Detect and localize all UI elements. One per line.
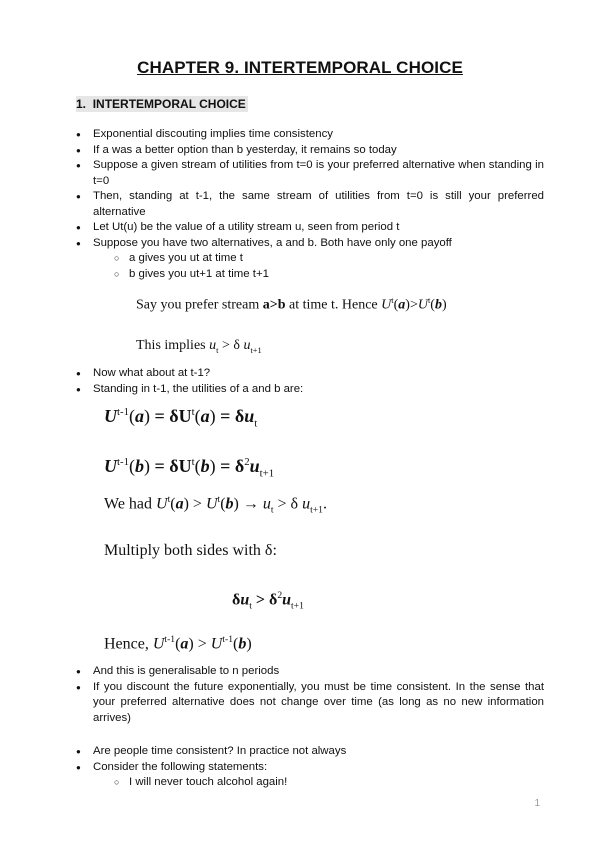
preference-statement: Say you prefer stream a>b at time t. Hence $U^t(a)>U^t(b)$: [136, 296, 447, 313]
list-item: ● Let Ut(u) be the value of a utility stream u, seen from period t: [76, 220, 544, 236]
section-number: 1.: [76, 97, 87, 111]
list-item: ● Standing in t-1, the utilities of a and b are:: [76, 382, 544, 398]
list-item: ● If you discount the future exponentially, you must be time consistent. In the sense that your preferred alternative does not change over time (as long as no new information arrives): [76, 680, 544, 727]
equation-a: $U^{t-1}(a) = \delta U^t(a) = \delta u_t$: [104, 406, 258, 430]
we-had-statement: We had $U^t(a) > U^t(b) \to u_t > \delta$ $u_{t+1}$.: [104, 494, 327, 516]
list-item: ● Now what about at t-1?: [76, 366, 544, 382]
list-item: ● And this is generalisable to n periods: [76, 664, 544, 680]
page-number: 1: [534, 798, 540, 809]
list-item: ● Exponential discouting implies time consistency: [76, 127, 544, 143]
sub-list-item: ○ b gives you ut+1 at time t+1: [76, 267, 544, 283]
bullet-list-d: [76, 744, 544, 791]
list-item: ● Suppose a given stream of utilities from t=0 is your preferred alternative when standing in t=0: [76, 158, 544, 189]
list-item: ● Then, standing at t-1, the same stream of utilities from t=0 is still your preferred alternative: [76, 189, 544, 220]
section-title: INTERTEMPORAL CHOICE: [92, 97, 246, 111]
bullet-list-c: [76, 664, 544, 726]
sub-list-item: ○ a gives you ut at time t: [76, 251, 544, 267]
sub-list-item: ○ I will never touch alcohol again!: [76, 775, 544, 791]
bullet-list-b: [76, 366, 544, 397]
bullet-list-a: [76, 127, 544, 282]
equation-b: $U^{t-1}(b) = \delta U^t(b) = \delta^2u_{t+1}$: [104, 456, 275, 480]
multiply-statement: Multiply both sides with δ:: [104, 542, 277, 559]
list-item: ● Are people time consistent? In practice not always: [76, 744, 544, 760]
implication-statement: This implies $u_t > \delta$ $u_{t+1}$: [136, 338, 262, 355]
delta-inequality: $\delta u_t > \delta^2u_{t+1}$: [232, 590, 304, 612]
section-heading: [76, 96, 248, 112]
list-item: ● If a was a better option than b yesterday, it remains so today: [76, 143, 544, 159]
list-item: ● Consider the following statements:: [76, 760, 544, 776]
chapter-title: CHAPTER 9. INTERTEMPORAL CHOICE: [137, 58, 463, 77]
hence-statement: Hence, $U^{t-1}(a) > U^{t-1}(b)$: [104, 634, 252, 653]
list-item: ● Suppose you have two alternatives, a and b. Both have only one payoff: [76, 236, 544, 252]
